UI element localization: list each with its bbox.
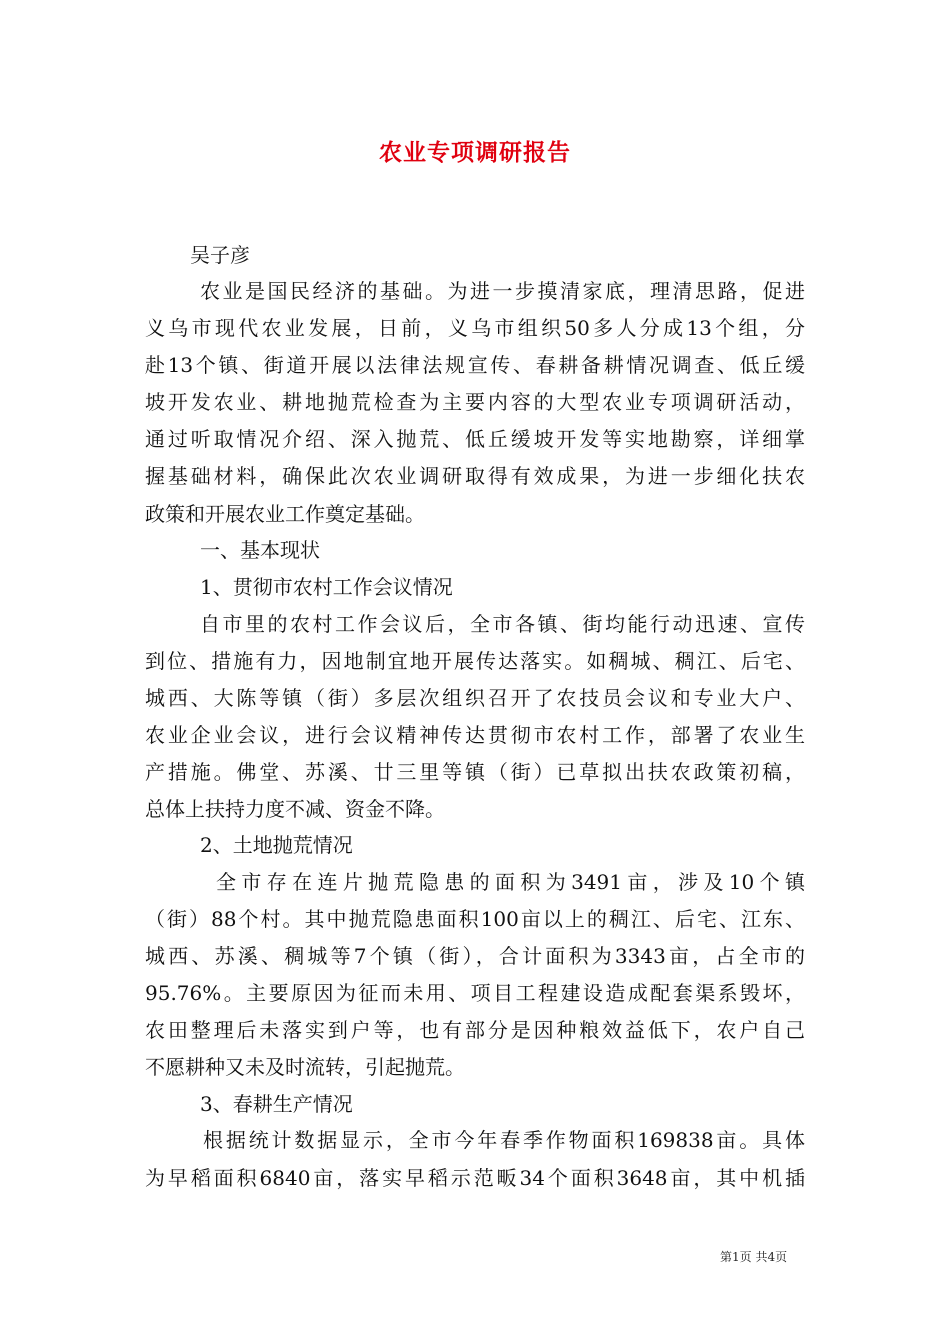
text-line: 全市存在连片抛荒隐患的面积为3491亩，涉及10个镇 bbox=[216, 870, 805, 894]
text-line: 农业是国民经济的基础。为进一步摸清家底，理清思路，促进 bbox=[200, 279, 805, 303]
text-line: 产措施。佛堂、苏溪、廿三里等镇（街）已草拟出扶农政策初稿， bbox=[145, 760, 805, 784]
text-line: 95.76%。主要原因为征而未用、项目工程建设造成配套渠系毁坏， bbox=[145, 981, 805, 1005]
text-line: 坡开发农业、耕地抛荒检查为主要内容的大型农业专项调研活动， bbox=[145, 390, 805, 414]
page-number: 第1页 共4页 bbox=[720, 1250, 788, 1264]
text-line: 总体上扶持力度不减、资金不降。 bbox=[145, 797, 445, 821]
text-line: 城西、大陈等镇（街）多层次组织召开了农技员会议和专业大户、 bbox=[145, 686, 805, 710]
text-line: 农田整理后未落实到户等，也有部分是因种粮效益低下，农户自己 bbox=[145, 1018, 805, 1042]
text-line: 农业企业会议，进行会议精神传达贯彻市农村工作，部署了农业生 bbox=[145, 723, 805, 747]
text-line: 城西、苏溪、稠城等7个镇（街），合计面积为3343亩，占全市的 bbox=[145, 944, 805, 968]
text-line: 赴13个镇、街道开展以法律法规宣传、春耕备耕情况调查、低丘缓 bbox=[145, 353, 805, 377]
text-line: 1、贯彻市农村工作会议情况 bbox=[200, 575, 453, 599]
text-line: 握基础材料，确保此次农业调研取得有效成果，为进一步细化扶农 bbox=[145, 464, 805, 488]
text-line: 3、春耕生产情况 bbox=[200, 1092, 353, 1116]
text-line: 为早稻面积6840亩，落实早稻示范畈34个面积3648亩，其中机插 bbox=[145, 1166, 805, 1190]
author: 吴子彦 bbox=[190, 243, 250, 267]
text-line: 2、土地抛荒情况 bbox=[200, 833, 353, 857]
text-line: 政策和开展农业工作奠定基础。 bbox=[145, 502, 425, 526]
text-line: 自市里的农村工作会议后，全市各镇、街均能行动迅速、宣传 bbox=[200, 612, 805, 636]
text-line: 通过听取情况介绍、深入抛荒、低丘缓坡开发等实地勘察，详细掌 bbox=[145, 427, 805, 451]
text-line: 根据统计数据显示，全市今年春季作物面积169838亩。具体 bbox=[203, 1128, 805, 1152]
text-line: 一、基本现状 bbox=[200, 538, 320, 562]
text-line: 义乌市现代农业发展，日前，义乌市组织50多人分成13个组，分 bbox=[145, 316, 805, 340]
text-line: 到位、措施有力，因地制宜地开展传达落实。如稠城、稠江、后宅、 bbox=[145, 649, 805, 673]
document-title: 农业专项调研报告 bbox=[379, 139, 571, 166]
text-line: （街）88个村。其中抛荒隐患面积100亩以上的稠江、后宅、江东、 bbox=[145, 907, 805, 931]
text-line: 不愿耕种又未及时流转，引起抛荒。 bbox=[145, 1055, 465, 1079]
